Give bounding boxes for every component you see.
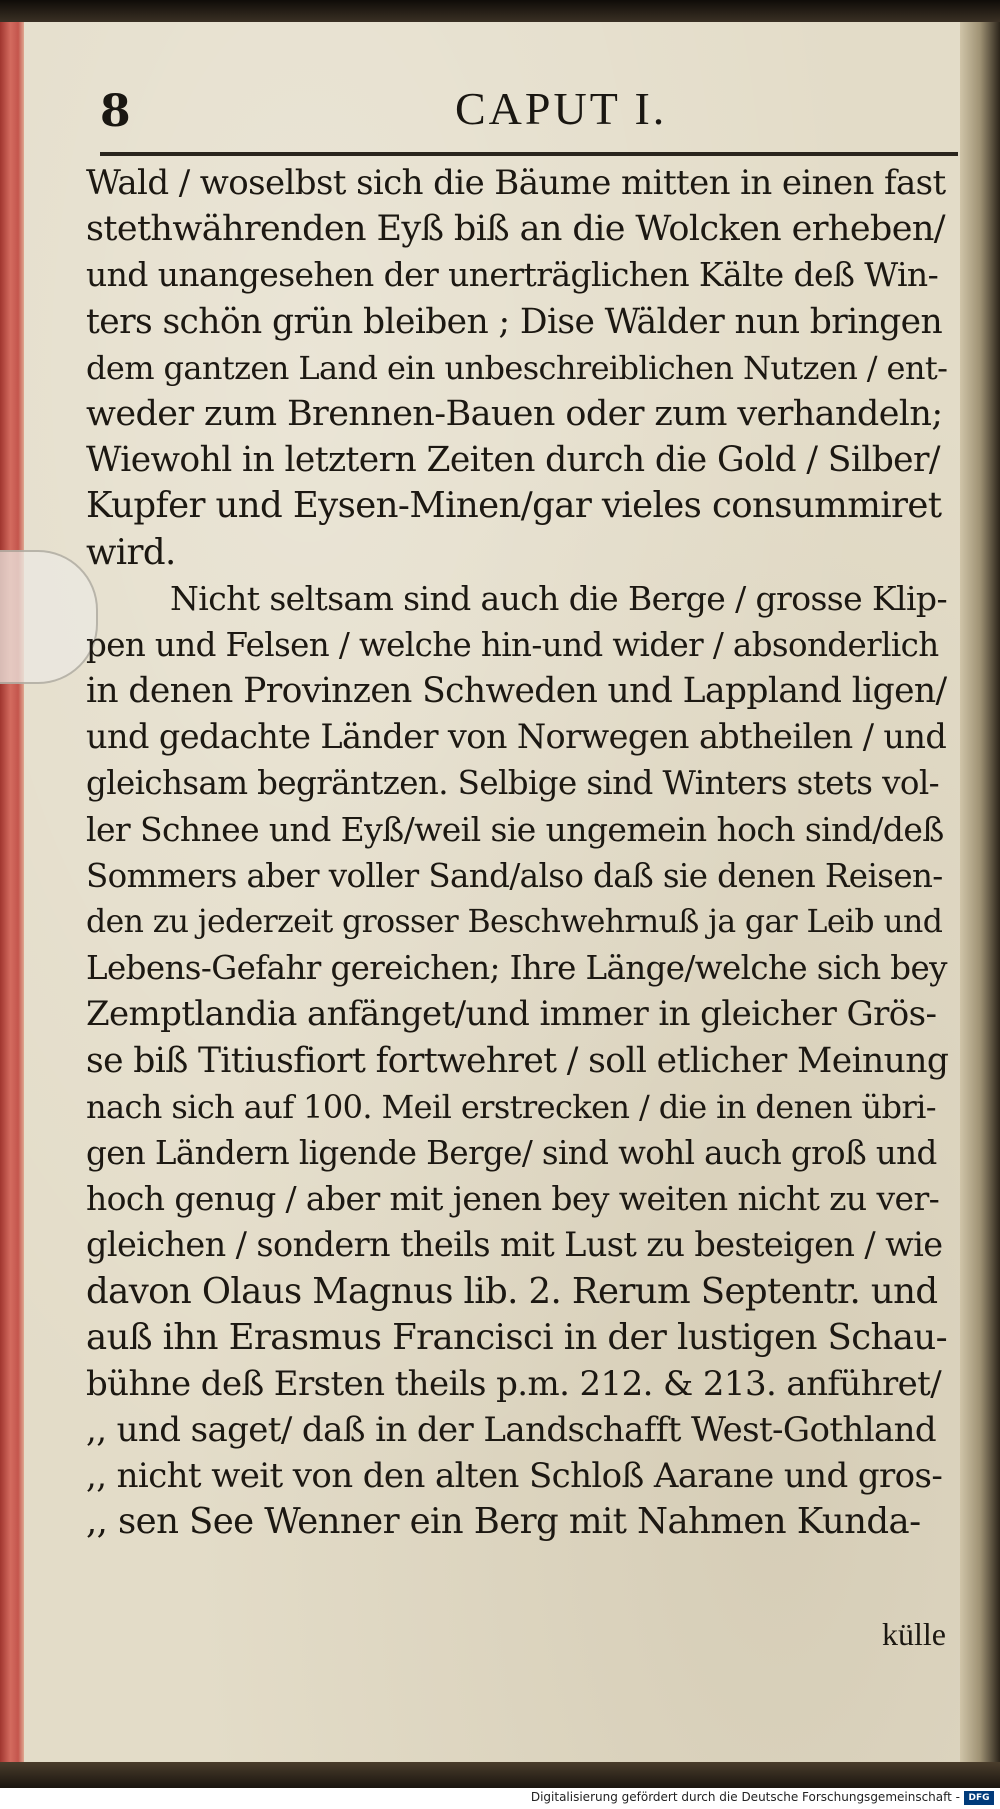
- book-cover-top: [0, 0, 1000, 22]
- text-line: ters schön grün bleiben ; Dise Wälder nun bringen: [86, 301, 943, 342]
- text-line: und unangesehen der unerträglichen Kälte deß Win-: [86, 255, 939, 295]
- text-line: hoch genug / aber mit jenen bey weiten nicht zu ver-: [86, 1179, 940, 1219]
- text-line: Wiewohl in letztern Zeiten durch die Gold / Silber/: [86, 440, 940, 481]
- text-line-paragraph-start: Nicht seltsam sind auch die Berge / grosse Klip-: [170, 578, 947, 618]
- text-line: bühne deß Ersten theils p.m. 212. & 213. anführet/: [86, 1363, 942, 1404]
- text-line: Lebens-Gefahr gereichen; Ihre Länge/welche sich bey: [86, 949, 947, 988]
- page-stack-right-edge: [960, 22, 1000, 1762]
- text-line: dem gantzen Land ein unbeschreiblichen Nutzen / ent-: [86, 348, 948, 387]
- text-line: gleichen / sondern theils mit Lust zu besteigen / wie: [86, 1225, 943, 1265]
- text-line: se biß Titiusfiort fortwehret / soll etlicher Meinung: [86, 1040, 949, 1081]
- text-line: pen und Felsen / welche hin-und wider / absonderlich: [86, 625, 939, 664]
- text-line: Zemptlandia anfänget/und immer in gleicher Grös-: [86, 994, 937, 1035]
- text-line: gen Ländern ligende Berge/ sind wohl auch groß und: [86, 1133, 937, 1172]
- red-page-edge: [0, 22, 26, 1762]
- text-line: Wald / woselbst sich die Bäume mitten in einen fast: [86, 163, 946, 203]
- funding-credit: Digitalisierung gefördert durch die Deutsche Forschungsgemeinschaft -: [530, 1790, 960, 1804]
- text-line: ,, nicht weit von den alten Schloß Aarane und gros-: [86, 1456, 943, 1497]
- text-line: Kupfer und Eysen-Minen/gar vieles consummiret: [86, 485, 942, 527]
- digitization-footer: [0, 1788, 1000, 1809]
- book-cover-bottom: [0, 1762, 1000, 1788]
- text-line: ,, und saget/ daß in der Landschafft West-Gothland: [86, 1410, 937, 1451]
- dfg-logo: DFG: [964, 1791, 994, 1805]
- text-line: auß ihn Erasmus Francisci in der lustigen Schau-: [86, 1316, 948, 1358]
- text-line: davon Olaus Magnus lib. 2. Rerum Septentr. und: [86, 1270, 938, 1312]
- text-line: ler Schnee und Eyß/weil sie ungemein hoch sind/deß: [86, 809, 944, 849]
- text-line: in denen Provinzen Schweden und Lappland ligen/: [86, 671, 947, 712]
- page-header: [100, 78, 960, 148]
- text-line: ,, sen See Wenner ein Berg mit Nahmen Kunda-: [86, 1501, 921, 1543]
- text-line: wird.: [86, 531, 176, 573]
- body-text: [86, 160, 966, 1546]
- text-line: nach sich auf 100. Meil erstrecken / die in denen übri-: [86, 1087, 936, 1126]
- text-line: den zu jederzeit grosser Beschwehrnuß ja gar Leib und: [86, 904, 943, 940]
- text-line: weder zum Brennen-Bauen oder zum verhandeln;: [86, 393, 943, 434]
- catchword: külle: [882, 1616, 946, 1652]
- running-head: CAPUT I.: [455, 83, 668, 134]
- text-line: stethwährenden Eyß biß an die Wolcken erheben/: [86, 209, 945, 250]
- text-line: und gedachte Länder von Norwegen abtheilen / und: [86, 717, 947, 757]
- text-line: Sommers aber voller Sand/also daß sie denen Reisen-: [86, 856, 943, 895]
- text-line: gleichsam begräntzen. Selbige sind Winters stets vol-: [86, 764, 940, 803]
- page-number: 8: [100, 86, 131, 137]
- header-rule: [100, 152, 958, 156]
